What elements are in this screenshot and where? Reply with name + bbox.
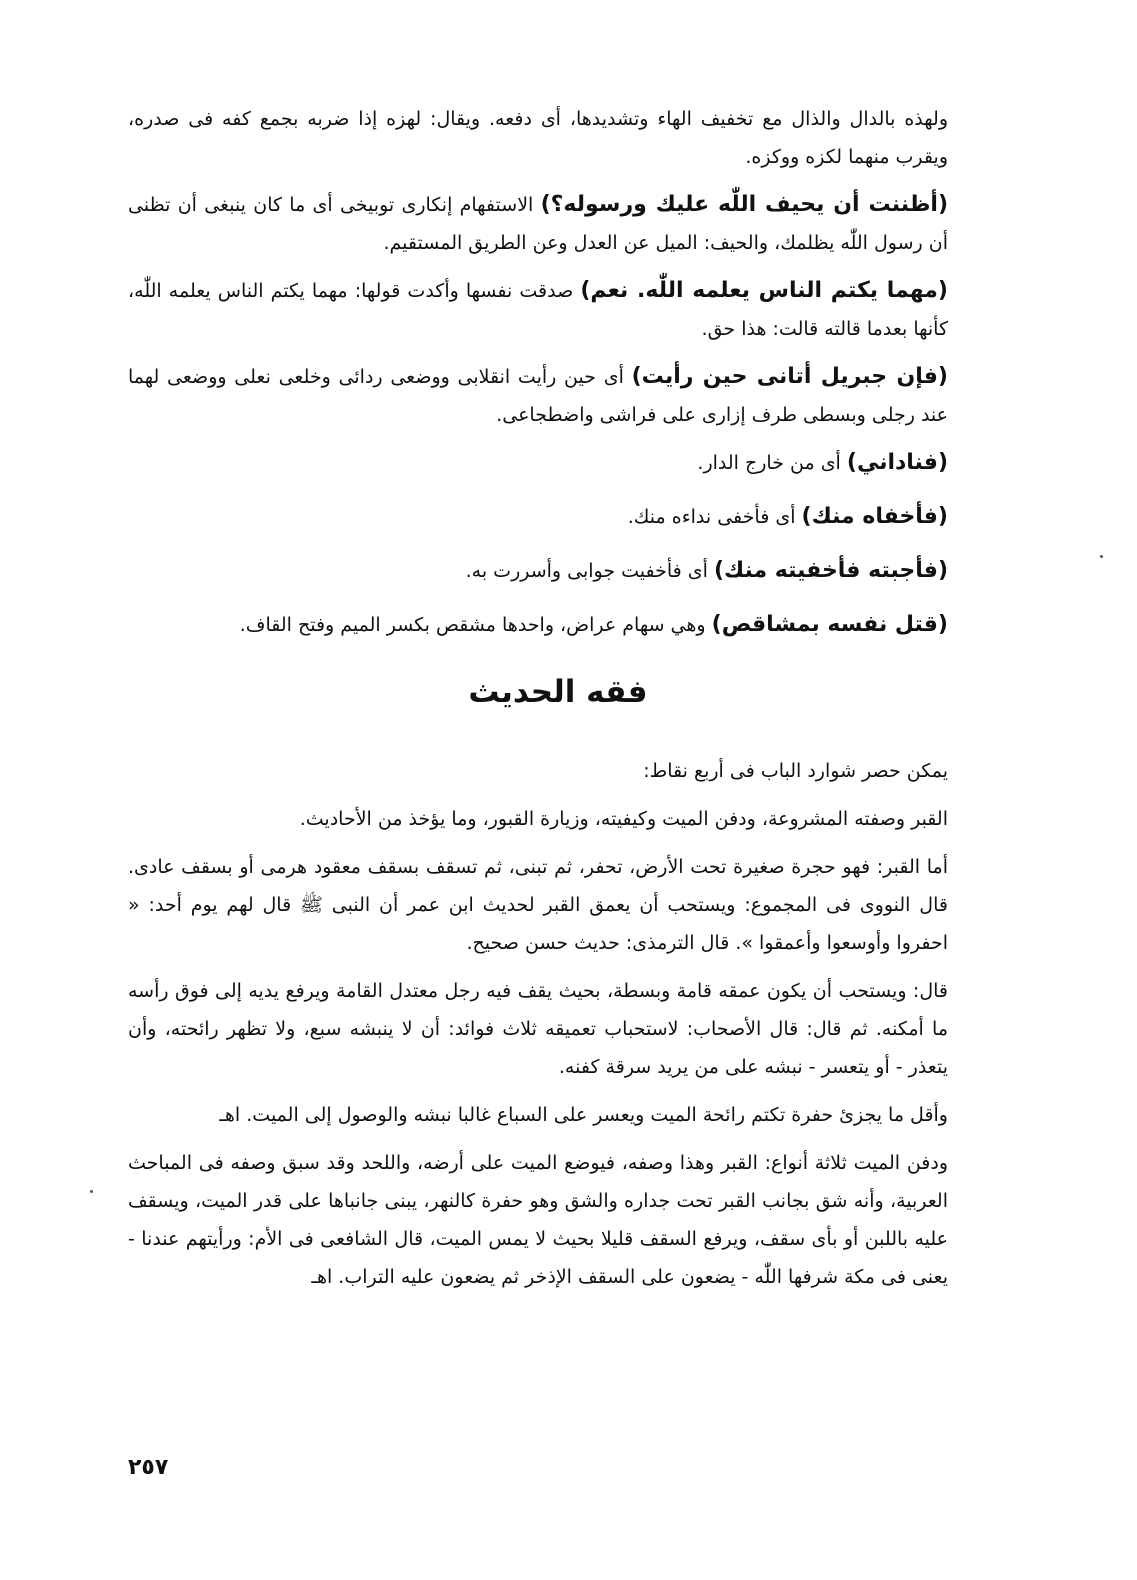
hadith-term: (فناداني) xyxy=(846,450,948,475)
hadith-term: (فإن جبريل أتانى حين رأيت) xyxy=(631,364,948,389)
paragraph-text: القبر وصفته المشروعة، ودفن الميت وكيفيته، وزيارة القبور، وما يؤخذ من الأحاديث. xyxy=(299,808,948,830)
scan-speck xyxy=(1100,555,1103,558)
paragraph xyxy=(128,1144,988,1296)
paragraph-text: أى فأخفيت جوابى وأسررت به. xyxy=(465,560,708,582)
paragraph xyxy=(128,444,988,482)
paragraph-text: صدقت نفسها وأكدت قولها: مهما يكتم الناس يعلمه اللّٰه، كأنها بعدما قالته قالت: هذا حق. xyxy=(128,280,948,340)
paragraph-text: وهي سهام عراض، واحدها مشقص بكسر الميم وفتح القاف. xyxy=(239,614,706,636)
paragraph xyxy=(128,752,988,790)
paragraph xyxy=(128,186,988,262)
paragraph xyxy=(128,848,988,962)
paragraph xyxy=(128,498,988,536)
hadith-term: (أظننت أن يحيف اللّٰه عليك ورسوله؟) xyxy=(540,192,949,217)
paragraph xyxy=(128,358,988,434)
paragraph xyxy=(128,100,988,176)
paragraph-text: يمكن حصر شوارد الباب فى أربع نقاط: xyxy=(643,760,948,782)
page-number: ٢٥٧ xyxy=(128,1455,169,1480)
paragraph-text: أى من خارج الدار. xyxy=(697,452,841,474)
section-title: فقه الحديث xyxy=(468,674,648,710)
paragraph xyxy=(128,1096,988,1134)
page-content xyxy=(128,100,988,1306)
paragraph-text: قال: ويستحب أن يكون عمقه قامة وبسطة، بحيث يقف فيه رجل معتدل القامة ويرفع يديه إلى فوق رأسه ما أمكنه. ثم قال: قال الأصحاب: لاستحباب تعميقه ثلاث فوائد: أن لا ينبشه سبع، ولا تظهر رائحته، وأن يتعذر - أو يتعسر - نبشه على من يريد سرقة كفنه. xyxy=(128,980,948,1078)
hadith-term: (قتل نفسه بمشاقص) xyxy=(711,612,948,637)
paragraph xyxy=(128,272,988,348)
paragraph xyxy=(128,552,988,590)
paragraph-text: أى حين رأيت انقلابى ووضعى ردائى وخلعى نعلى ووضعى لهما عند رجلى وبسطى طرف إزارى على فراشى واضطجاعى. xyxy=(128,366,948,426)
paragraph-text: أما القبر: فهو حجرة صغيرة تحت الأرض، تحفر، ثم تبنى، ثم تسقف بسقف معقود هرمى أو بسقف عادى. قال النووى فى المجموع: ويستحب أن يعمق القبر لحديث ابن عمر أن النبى ﷺ قال لهم يوم أحد: « احفروا وأوسعوا وأعمقوا ». قال الترمذى: حديث حسن صحيح. xyxy=(128,856,948,954)
paragraph-text: وأقل ما يجزئ حفرة تكتم رائحة الميت ويعسر على السباع غالبا نبشه والوصول إلى الميت. اهـ xyxy=(219,1104,948,1126)
hadith-term: (فأخفاه منك) xyxy=(801,504,948,529)
paragraph xyxy=(128,972,988,1086)
paragraph-text: الاستفهام إنكارى توبيخى أى ما كان ينبغى أن تظنى أن رسول اللّٰه يظلمك، والحيف: الميل عن العدل وعن الطريق المستقيم. xyxy=(128,194,948,254)
hadith-term: (فأجبته فأخفيته منك) xyxy=(714,558,948,583)
scan-speck xyxy=(90,1190,93,1193)
paragraph-text: أى فأخفى نداءه منك. xyxy=(627,506,796,528)
paragraph xyxy=(128,606,988,644)
paragraph-text: ودفن الميت ثلاثة أنواع: القبر وهذا وصفه، فيوضع الميت على أرضه، واللحد وقد سبق وصفه فى المباحث العربية، وأنه شق بجانب القبر تحت جداره والشق وهو حفرة كالنهر، يبنى جانباها على قدر الميت، ويسقف عليه باللبن أو بأى سقف، ويرفع السقف قليلا بحيث لا يمس الميت، قال الشافعى فى الأم: ورأيتهم عندنا - يعنى فى مكة شرفها اللّٰه - يضعون على السقف الإذخر ثم يضعون عليه التراب. اهـ xyxy=(128,1152,948,1288)
hadith-term: (مهما يكتم الناس يعلمه اللّٰه. نعم) xyxy=(580,278,948,303)
paragraph-text: ولهذه بالدال والذال مع تخفيف الهاء وتشديدها، أى دفعه. ويقال: لهزه إذا ضربه بجمع كفه فى صدره، ويقرب منهما لكزه ووكزه. xyxy=(128,108,948,168)
paragraph xyxy=(128,800,988,838)
